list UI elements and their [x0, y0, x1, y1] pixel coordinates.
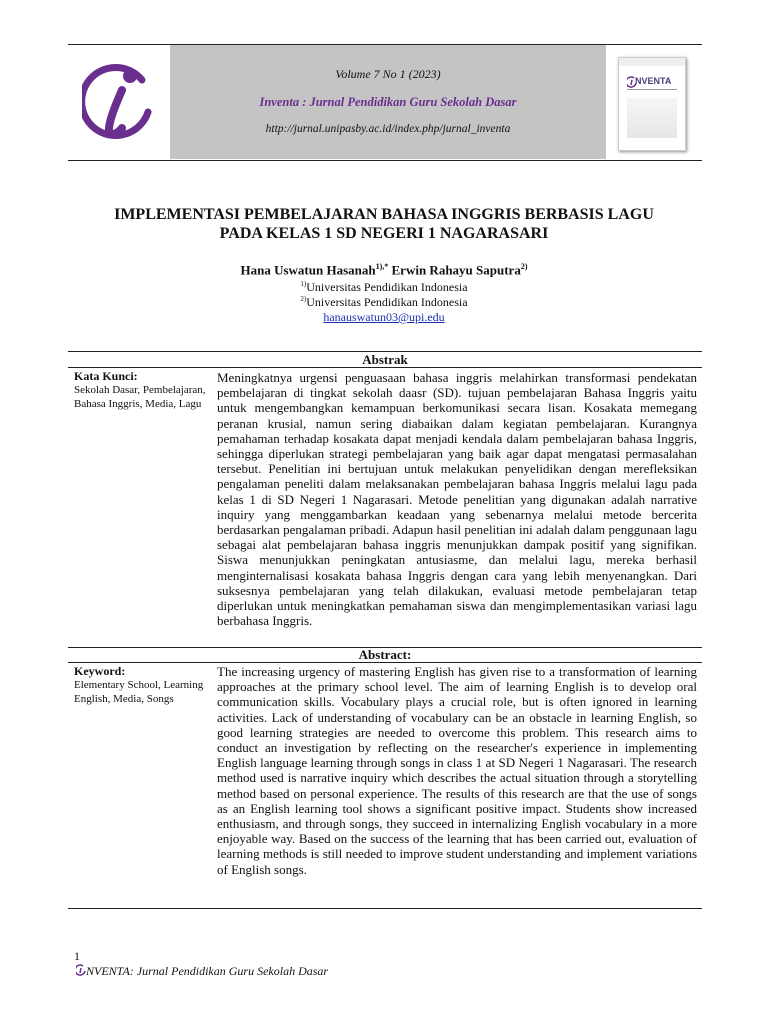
page-number: 1 [74, 949, 80, 963]
abstract-keywords [74, 664, 214, 706]
author-2-sup: 2) [520, 262, 528, 271]
author-1-sup: 1),* [375, 262, 389, 271]
abstract-heading: Abstract: [358, 647, 412, 662]
journal-logo-icon [82, 62, 158, 144]
journal-header-band [170, 45, 606, 159]
author-2: Erwin Rahayu Saputra [391, 262, 521, 278]
affiliation-1-text: Universitas Pendidikan Indonesia [306, 280, 468, 294]
article-title [60, 205, 708, 243]
authors [100, 262, 668, 278]
author-1: Hana Uswatun Hasanah [240, 262, 376, 278]
footer-journal-rest: : Jurnal Pendidikan Guru Sekolah Dasar [129, 964, 329, 978]
abstract-text: The increasing urgency of mastering English has given rise to a transformation of learning approaches at the primary school level. The aim of learning English is to develop oral communication skills. Vocabulary plays a crucial role, but is often ignored in learning activities. Lack of understanding of vocabulary can be an obstacle in learning English, so good learning strategies are needed to overcome this problem. This research aims to conduct an investigation by reflecting on the researcher's experience in implementing English language learning through songs in class 1 at SD Negeri 1 Nagarasari. The research method used is narrative inquiry which describes the actual situation through a storytelling method based on personal experience. The results of this research are that the use of songs as an English learning tool shows a significant positive impact. Students show increased enthusiasm, and through songs, they succeed in internalizing English vocabulary in a more enjoyable way. Based on the success of the learning that has been carried out, evaluation of learning methods is still needed to improve student understanding and implement variations of English songs. [217, 664, 697, 877]
affiliation-2-text: Universitas Pendidikan Indonesia [306, 295, 468, 309]
abstrak-text: Meningkatnya urgensi penguasaan bahasa inggris melahirkan transformasi pendekatan pembelajaran di tingkat sekolah daasr (SD). tujuan pembelajaran Bahasa Inggris yaitu untuk mengembangkan kemampuan berkomunikasi secara lisan. Kosakata memegang peranan krusial, namun sering diabaikan dalam kegiatan pembelajaran. Kurangnya pemahaman terhadap kosakata dapat menjadi kendala dalam pembelajaran bahasa Inggris, sehingga diperlukan strategi pembelajaran yang baik agar dapat mengatasi permasalahan tersebut. Penelitian ini bertujuan untuk melakukan penyelidikan dengan merefleksikan pengalaman peneliti dalam melaksanakan pembelajaran bahasa Inggris melalui lagu pada kelas 1 di SD Negeri 1 Nagarasari. Metode penelitian yang digunakan adalah narrative inquiry yang menggambarkan keadaan yang sebenarnya melalui metode bercerita berdasarkan pengalaman pribadi. Adapun hasil penelitian ini adalah dalam penggunaan lagu sebagai alat pembelajaran bahasa inggris menunjukkan dampak positif yang signifikan. Siswa menunjukkan peningkatan antusiasme, dan melalui lagu, mereka berhasil menginternalisasi kosakata bahasa Inggris dengan cara yang lebih menyenangkan. Dari suksesnya pembelajaran yang telah dilakukan, evaluasi metode pembelajaran tetap diperlukan untuk meningkatkan pemahaman siswa dan mengimplementasikan variasi lagu berbahasa Inggris. [217, 370, 697, 629]
affiliation-1 [100, 280, 668, 295]
journal-name: Inventa : Jurnal Pendidikan Guru Sekolah Dasar [259, 95, 517, 109]
affiliation-2 [100, 295, 668, 310]
cover-title: NVENTA [635, 76, 672, 86]
abstrak-keywords-label: Kata Kunci: [74, 369, 138, 383]
abstract-keywords-text: Elementary School, Learning English, Media, Songs [74, 679, 204, 705]
volume-info: Volume 7 No 1 (2023) [335, 67, 441, 81]
author-email-link[interactable]: hanauswatun03@upi.edu [323, 310, 445, 324]
abstrak-keywords [74, 369, 214, 411]
abstract-keywords-label: Keyword: [74, 664, 126, 678]
footer-logo-icon [76, 964, 86, 976]
footer-journal-prefix: NVENTA [86, 964, 130, 978]
abstrak-keywords-text: Sekolah Dasar, Pembelajaran, Bahasa Inggris, Media, Lagu [74, 384, 206, 410]
abstract-bottom-rule [68, 908, 702, 909]
journal-cover-thumbnail [618, 57, 686, 151]
journal-url[interactable]: http://jurnal.unipasby.ac.id/index.php/jurnal_inventa [265, 123, 511, 135]
affiliation-1-sup: 1) [300, 280, 307, 288]
abstract-heading-rule [68, 662, 702, 663]
header-bottom-rule [68, 160, 702, 161]
affiliation-2-sup: 2) [300, 295, 307, 303]
article-title-line-1: IMPLEMENTASI PEMBELAJARAN BAHASA INGGRIS BERBASIS LAGU [114, 206, 654, 223]
abstrak-heading-rule [68, 367, 702, 368]
abstrak-heading: Abstrak [362, 352, 408, 367]
footer-journal-name [76, 964, 328, 979]
article-title-line-2: PADA KELAS 1 SD NEGERI 1 NAGARASARI [219, 225, 549, 242]
